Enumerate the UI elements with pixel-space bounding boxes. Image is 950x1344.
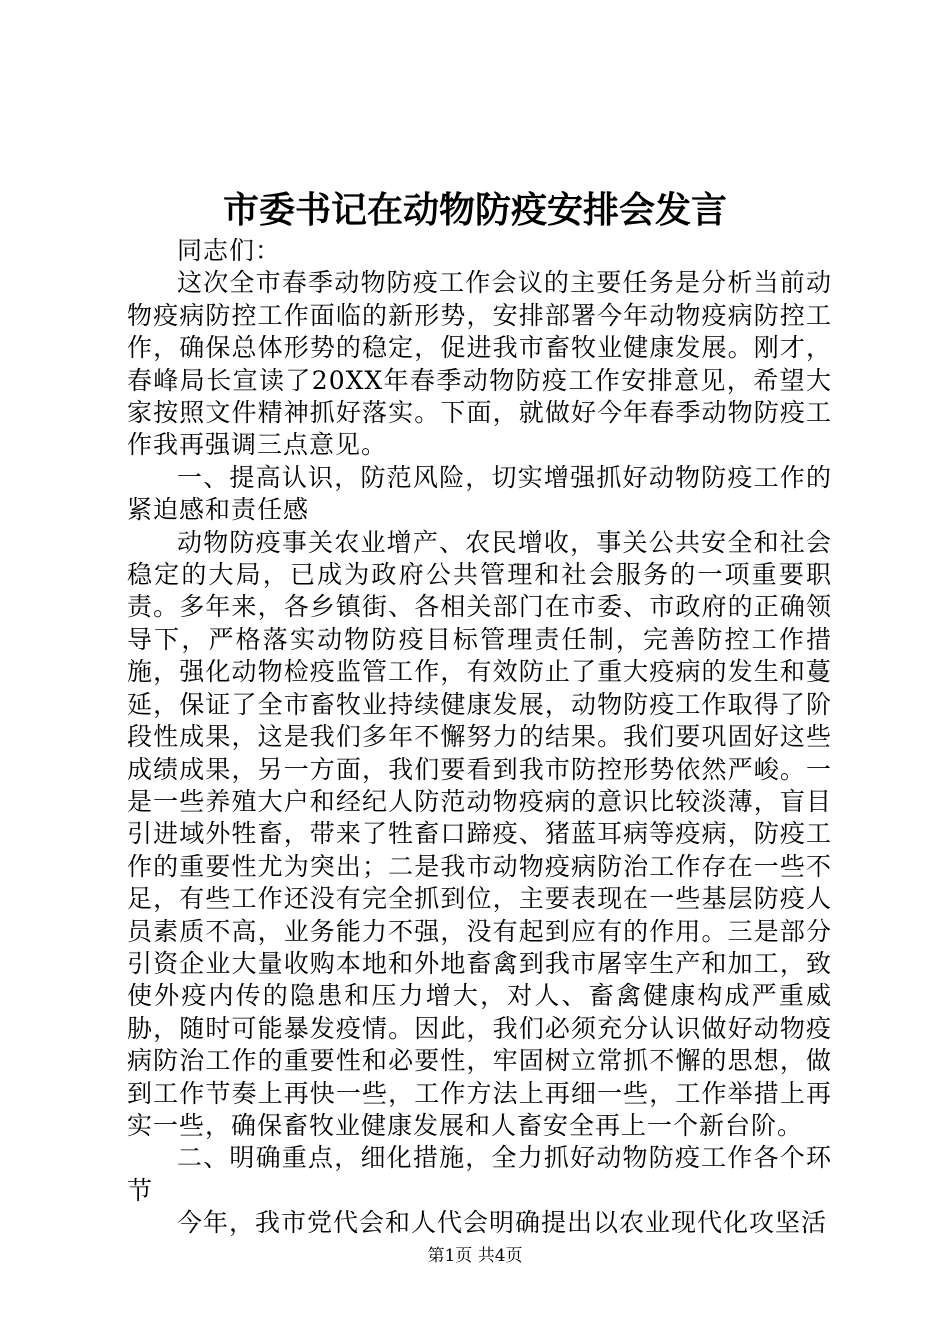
page-title: 市委书记在动物防疫安排会发言 bbox=[222, 189, 727, 231]
intro-paragraph: 这次全市春季动物防疫工作会议的主要任务是分析当前动物疫病防控工作面临的新形势，安排部署今年动物疫病防控工作，确保总体形势的稳定，促进我市畜牧业健康发展。刚才，春峰局长宣读了20XX年春季动物防疫工作安排意见，希望大家按照文件精神抓好落实。下面，就做好今年春季动物防疫工作我再强调三点意见。 bbox=[127, 268, 832, 460]
section-heading-2: 二、明确重点，细化措施，全力抓好动物防疫工作各个环节 bbox=[127, 1143, 832, 1205]
document-body bbox=[127, 235, 832, 1240]
salutation-paragraph: 同志们： bbox=[177, 236, 282, 265]
page-footer: 第1页 共4页 bbox=[427, 1246, 523, 1266]
section-1-paragraph: 动物防疫事关农业增产、农民增收，事关公共安全和社会稳定的大局，已成为政府公共管理和社会服务的一项重要职责。多年来，各乡镇街、各相关部门在市委、市政府的正确领导下，严格落实动物防疫目标管理责任制，完善防控工作措施，强化动物检疫监管工作，有效防止了重大疫病的发生和蔓延，保证了全市畜牧业持续健康发展，动物防疫工作取得了阶段性成果，这是我们多年不懈努力的结果。我们要巩固好这些成绩成果，另一方面，我们要看到我市防控形势依然严峻。一是一些养殖大户和经纪人防范动物疫病的意识比较淡薄，盲目引进域外牲畜，带来了牲畜口蹄疫、猪蓝耳病等疫病，防疫工作的重要性尤为突出；二是我市动物疫病防治工作存在一些不足，有些工作还没有完全抓到位，主要表现在一些基层防疫人员素质不高，业务能力不强，没有起到应有的作用。三是部分引资企业大量收购本地和外地畜禽到我市屠宰生产和加工，致使外疫内传的隐患和压力增大，对人、畜禽健康构成严重威胁，随时可能暴发疫情。因此，我们必须充分认识做好动物疫病防治工作的重要性和必要性，牢固树立常抓不懈的思想，做到工作节奏上再快一些，工作方法上再细一些，工作举措上再实一些，确保畜牧业健康发展和人畜安全再上一个新台阶。 bbox=[127, 527, 832, 1140]
section-2-paragraph: 今年，我市党代会和人代会明确提出以农业现代化攻坚活 bbox=[177, 1208, 828, 1238]
section-heading-1: 一、提高认识，防范风险，切实增强抓好动物防疫工作的紧迫感和责任感 bbox=[127, 462, 832, 525]
